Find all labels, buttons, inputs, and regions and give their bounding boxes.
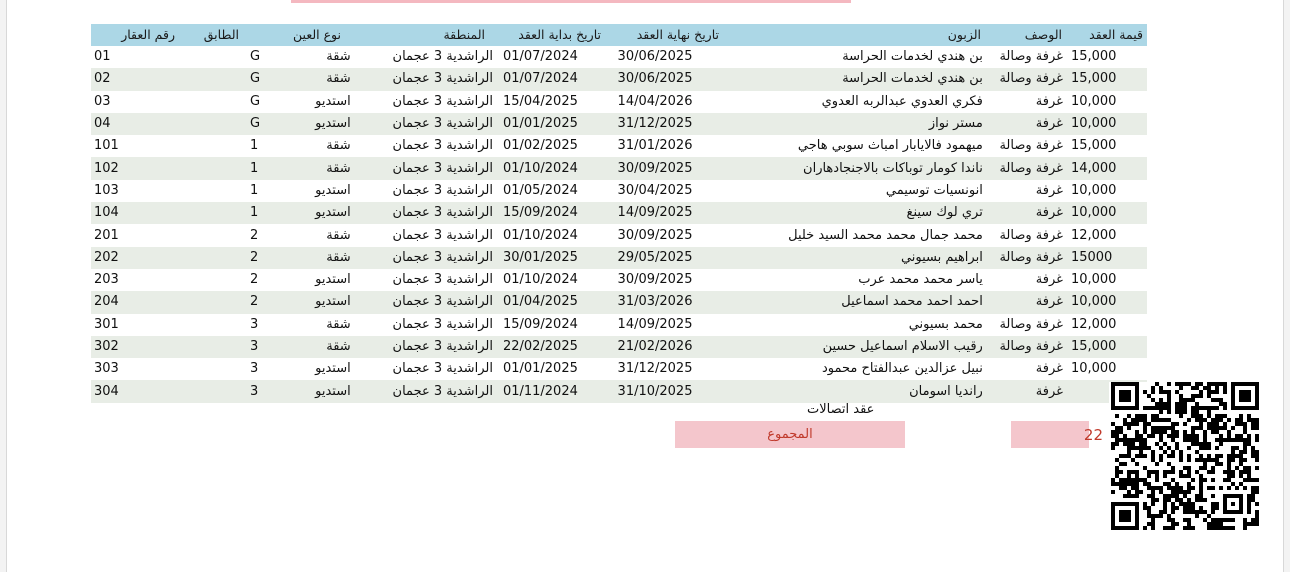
cell-unit: 104 xyxy=(94,205,119,221)
cell-start-date: 30/01/2025 xyxy=(502,249,578,265)
cell-zone: الراشدية 3 عجمان xyxy=(392,294,493,310)
cell-value: 12,000 xyxy=(1070,227,1117,243)
table-row xyxy=(91,269,1147,291)
cell-customer: محمد بسيوني xyxy=(908,316,983,332)
table-row xyxy=(91,202,1147,224)
cell-end-date: 30/04/2025 xyxy=(617,182,693,198)
cell-zone: الراشدية 3 عجمان xyxy=(392,249,493,265)
cell-start-date: 01/02/2025 xyxy=(502,138,578,154)
header-customer: الزبون xyxy=(947,27,981,42)
cell-zone: الراشدية 3 عجمان xyxy=(392,227,493,243)
cell-start-date: 01/05/2024 xyxy=(502,182,578,198)
cell-floor: 1 xyxy=(249,205,259,221)
cell-value: 10,000 xyxy=(1070,116,1117,132)
cell-unit: 102 xyxy=(94,160,119,176)
cell-customer: رانديا اسومان xyxy=(909,383,983,399)
cell-description: غرفة وصالة xyxy=(999,71,1063,87)
cell-start-date: 01/11/2024 xyxy=(502,383,578,399)
cell-description: غرفة وصالة xyxy=(999,339,1063,354)
table-row xyxy=(91,135,1147,157)
cell-unit: 101 xyxy=(94,138,119,154)
cell-start-date: 01/01/2025 xyxy=(502,116,578,132)
cell-zone: الراشدية 3 عجمان xyxy=(392,182,493,198)
cell-unit: 301 xyxy=(94,316,119,332)
cell-floor: 2 xyxy=(249,249,259,265)
cell-unit: 03 xyxy=(94,93,111,109)
cell-description: غرفة xyxy=(1035,383,1063,399)
table-row xyxy=(91,180,1147,202)
cell-start-date: 01/10/2024 xyxy=(502,227,578,243)
cell-type: شقة xyxy=(326,316,351,332)
cell-start-date: 15/09/2024 xyxy=(502,205,578,221)
cell-zone: الراشدية 3 عجمان xyxy=(392,116,493,132)
cell-end-date: 30/09/2025 xyxy=(617,272,693,288)
cell-floor: 2 xyxy=(249,272,259,288)
table-row xyxy=(91,157,1147,179)
cell-floor: 1 xyxy=(249,182,259,198)
cell-start-date: 01/10/2024 xyxy=(502,160,578,176)
spreadsheet-page xyxy=(6,0,1284,572)
cell-customer: فكري العدوي عبدالربه العدوي xyxy=(821,93,983,109)
cell-customer: ياسر محمد محمد عرب xyxy=(858,272,983,288)
total-value-text: 22 xyxy=(1083,425,1103,444)
cell-customer: نبيل عزالدين عبدالفتاح محمود xyxy=(821,361,983,377)
cell-end-date: 29/05/2025 xyxy=(617,249,693,265)
table-row xyxy=(91,224,1147,246)
cell-unit: 01 xyxy=(94,49,111,65)
table-row xyxy=(91,46,1147,68)
cell-type: شقة xyxy=(326,339,351,354)
cell-zone: الراشدية 3 عجمان xyxy=(392,93,493,109)
cell-type: استديو xyxy=(315,361,351,377)
cell-zone: الراشدية 3 عجمان xyxy=(392,383,493,399)
table-row xyxy=(91,91,1147,113)
cell-type: شقة xyxy=(326,227,351,243)
cell-value: 10,000 xyxy=(1070,272,1117,288)
cell-start-date: 01/01/2025 xyxy=(502,361,578,377)
cell-end-date: 14/09/2025 xyxy=(617,316,693,332)
cell-description: غرفة xyxy=(1035,93,1063,109)
cell-unit: 201 xyxy=(94,227,119,243)
contracts-table xyxy=(91,24,1147,403)
header-end-date: تاريخ نهاية العقد xyxy=(636,27,719,42)
cell-value: 10,000 xyxy=(1070,294,1117,310)
cell-floor: 3 xyxy=(249,361,259,377)
cell-start-date: 22/02/2025 xyxy=(502,339,578,354)
cell-customer: بن هندي لخدمات الحراسة xyxy=(842,49,983,65)
cell-start-date: 15/04/2025 xyxy=(502,93,578,109)
cell-end-date: 14/04/2026 xyxy=(617,93,693,109)
cell-zone: الراشدية 3 عجمان xyxy=(392,339,493,354)
cell-type: شقة xyxy=(326,160,351,176)
table-row xyxy=(91,380,1147,402)
cell-end-date: 30/06/2025 xyxy=(617,71,693,87)
cell-unit: 02 xyxy=(94,71,111,87)
cell-unit: 303 xyxy=(94,361,119,377)
cell-start-date: 15/09/2024 xyxy=(502,316,578,332)
cell-description: غرفة xyxy=(1035,294,1063,310)
table-row xyxy=(91,358,1147,380)
cell-description: غرفة وصالة xyxy=(999,138,1063,154)
cell-end-date: 31/10/2025 xyxy=(617,383,693,399)
cell-type: استديو xyxy=(315,93,351,109)
cell-end-date: 30/09/2025 xyxy=(617,160,693,176)
cell-type: استديو xyxy=(315,294,351,310)
cell-description: غرفة xyxy=(1035,182,1063,198)
cell-customer: احمد احمد محمد اسماعيل xyxy=(841,294,983,310)
cell-customer: مستر نواز xyxy=(928,116,983,132)
cell-customer: ميهمود فالايابار امباث سوبي هاجي xyxy=(797,138,983,154)
cell-floor: 3 xyxy=(249,383,259,399)
cell-type: استديو xyxy=(315,272,351,288)
cell-zone: الراشدية 3 عجمان xyxy=(392,272,493,288)
cell-start-date: 01/07/2024 xyxy=(502,71,578,87)
cell-value: 15,000 xyxy=(1070,138,1117,154)
cell-end-date: 14/09/2025 xyxy=(617,205,693,221)
cell-unit: 304 xyxy=(94,383,119,399)
cell-customer: ناندا كومار توباكات بالاجنجادهاران xyxy=(803,160,983,176)
table-row xyxy=(91,247,1147,269)
table-row xyxy=(91,336,1147,358)
table-row xyxy=(91,68,1147,90)
cell-description: غرفة xyxy=(1035,272,1063,288)
cell-end-date: 31/03/2026 xyxy=(617,294,693,310)
cell-unit: 204 xyxy=(94,294,119,310)
cell-unit: 302 xyxy=(94,339,119,354)
qr-code-icon xyxy=(1109,382,1261,530)
total-label: المجموع xyxy=(675,421,905,448)
cell-floor: 3 xyxy=(249,316,259,332)
cell-type: استديو xyxy=(315,205,351,221)
table-header xyxy=(91,24,1147,46)
cell-value: 15000 xyxy=(1070,249,1113,265)
cell-type: استديو xyxy=(315,383,351,399)
telecom-contract-note: عقد اتصالات xyxy=(807,402,875,417)
cell-description: غرفة xyxy=(1035,361,1063,377)
cell-description: غرفة وصالة xyxy=(999,160,1063,176)
cell-description: غرفة xyxy=(1035,116,1063,132)
table-row xyxy=(91,291,1147,313)
cell-end-date: 21/02/2026 xyxy=(617,339,693,354)
cell-description: غرفة xyxy=(1035,205,1063,221)
cell-customer: انونسيات توسيمي xyxy=(885,182,983,198)
cell-floor: G xyxy=(249,116,261,132)
cell-value: 14,000 xyxy=(1070,160,1117,176)
header-zone: المنطقة xyxy=(443,27,485,42)
cell-end-date: 31/12/2025 xyxy=(617,361,693,377)
cell-value: 15,000 xyxy=(1070,339,1117,354)
cell-floor: 1 xyxy=(249,160,259,176)
cell-zone: الراشدية 3 عجمان xyxy=(392,361,493,377)
cell-floor: G xyxy=(249,49,261,65)
cell-floor: 3 xyxy=(249,339,259,354)
table-row xyxy=(91,113,1147,135)
cell-customer: بن هندي لخدمات الحراسة xyxy=(842,71,983,87)
cell-type: شقة xyxy=(326,249,351,265)
cell-value: 10,000 xyxy=(1070,205,1117,221)
cell-unit: 103 xyxy=(94,182,119,198)
header-value: قيمة العقد xyxy=(1089,27,1143,42)
cell-value: 10,000 xyxy=(1070,182,1117,198)
cell-floor: G xyxy=(249,71,261,87)
header-floor: الطابق xyxy=(203,27,239,42)
cell-value: 10,000 xyxy=(1070,93,1117,109)
top-highlight-strip xyxy=(291,0,851,3)
header-type: نوع العين xyxy=(293,27,341,42)
cell-value: 12,000 xyxy=(1070,316,1117,332)
table-body xyxy=(91,46,1147,403)
cell-description: غرفة وصالة xyxy=(999,249,1063,265)
header-start-date: تاريخ بداية العقد xyxy=(518,27,601,42)
cell-value: 10,000 xyxy=(1070,361,1117,377)
cell-description: غرفة وصالة xyxy=(999,316,1063,332)
cell-floor: 1 xyxy=(249,138,259,154)
cell-description: غرفة وصالة xyxy=(999,49,1063,65)
cell-start-date: 01/07/2024 xyxy=(502,49,578,65)
cell-customer: محمد جمال محمد محمد السيد خليل xyxy=(788,227,983,243)
cell-zone: الراشدية 3 عجمان xyxy=(392,138,493,154)
cell-type: استديو xyxy=(315,116,351,132)
cell-start-date: 01/04/2025 xyxy=(502,294,578,310)
cell-type: شقة xyxy=(326,71,351,87)
total-value xyxy=(1011,421,1103,448)
cell-customer: رقيب الاسلام اسماعيل حسين xyxy=(822,339,983,354)
cell-value: 15,000 xyxy=(1070,49,1117,65)
cell-start-date: 01/10/2024 xyxy=(502,272,578,288)
cell-zone: الراشدية 3 عجمان xyxy=(392,71,493,87)
cell-customer: تري لوك سينغ xyxy=(906,205,983,221)
cell-type: شقة xyxy=(326,138,351,154)
cell-unit: 203 xyxy=(94,272,119,288)
cell-customer: ابراهيم بسيوني xyxy=(900,249,983,265)
cell-end-date: 31/12/2025 xyxy=(617,116,693,132)
cell-zone: الراشدية 3 عجمان xyxy=(392,205,493,221)
cell-unit: 202 xyxy=(94,249,119,265)
cell-type: شقة xyxy=(326,49,351,65)
cell-floor: G xyxy=(249,93,261,109)
table-row xyxy=(91,314,1147,336)
cell-floor: 2 xyxy=(249,294,259,310)
cell-description: غرفة وصالة xyxy=(999,227,1063,243)
cell-end-date: 30/09/2025 xyxy=(617,227,693,243)
cell-type: استديو xyxy=(315,182,351,198)
cell-zone: الراشدية 3 عجمان xyxy=(392,316,493,332)
cell-unit: 04 xyxy=(94,116,111,132)
cell-zone: الراشدية 3 عجمان xyxy=(392,49,493,65)
header-unit: رقم العقار xyxy=(121,27,175,42)
cell-zone: الراشدية 3 عجمان xyxy=(392,160,493,176)
cell-value: 15,000 xyxy=(1070,71,1117,87)
cell-end-date: 31/01/2026 xyxy=(617,138,693,154)
header-description: الوصف xyxy=(1024,27,1062,42)
cell-floor: 2 xyxy=(249,227,259,243)
cell-end-date: 30/06/2025 xyxy=(617,49,693,65)
